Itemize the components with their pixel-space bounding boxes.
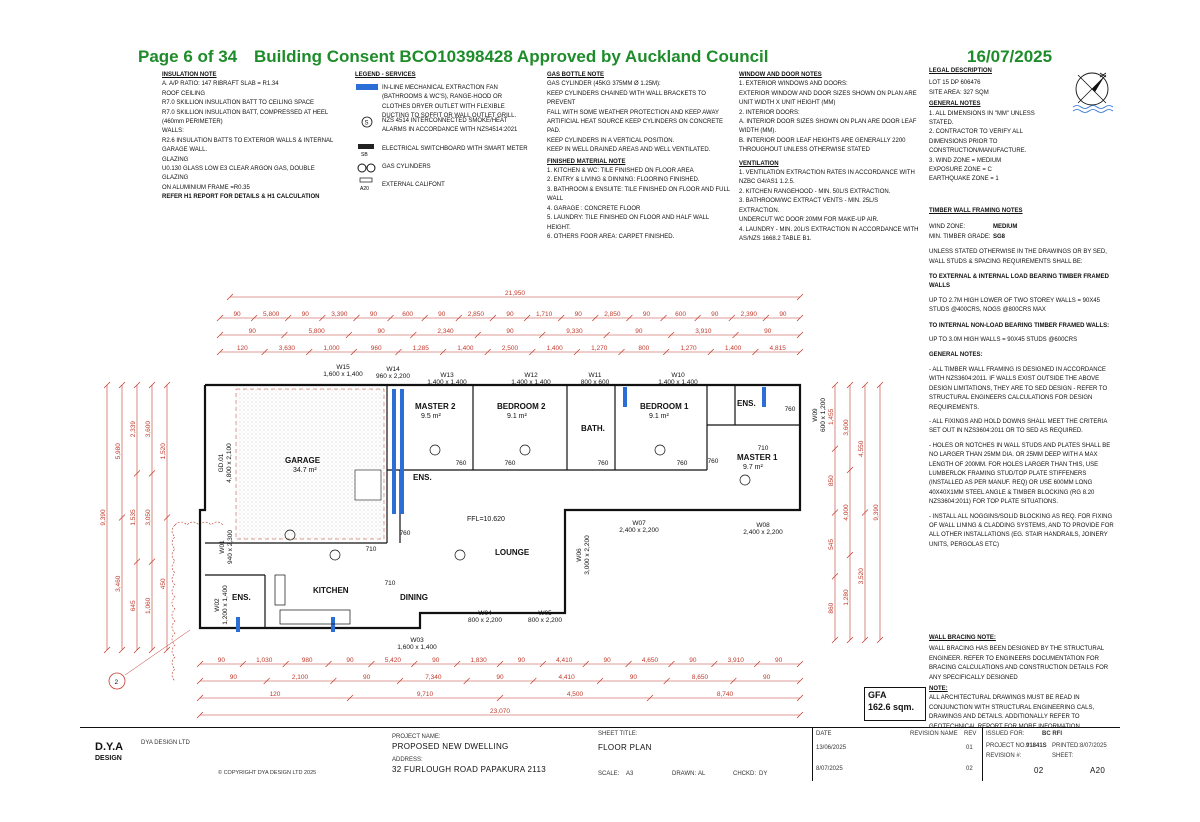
room-ensuite-3: ENS.	[232, 593, 251, 602]
dimension-bottom: 90	[432, 657, 440, 664]
dimension-top: 90	[635, 328, 643, 335]
gas-bottle-note: GAS BOTTLE NOTE GAS CYLINDER (45KG 375MM Ø 1.25M): KEEP CYLINDERS CHAINED WITH WALL BRACKETS TO PREVENT FALL WITH SOME WEATHER PROTECTION AND KEEP AWAY ARTIFICIAL HEAT SOURCE KEEP CYLINDERS ON CONCRETE PAD. KEEP CYLINDERS IN A VERTICAL POSITION. KEEP IN WELL DRAINED AREAS AND WELL VENTILATED. FINISHED MATERIAL NOTE 1. KITCHEN & WC: TILE FINISHED ON FLOOR AREA 2. ENTRY & LIVING & DINNING: FLOORING FINISHED. 3. BATHROOM & ENSUITE: TILE FINISHED ON FLOOR AND FULL WALL 4. GARAGE : CONCRETE FLOOR 5. LAUNDRY: TILE FINISHED ON FLOOR AND HALF WALL HEIGHT. 6. OTHERS FOOR AREA: CARPET FINISHED.	[547, 71, 732, 242]
dimension-top: 90	[506, 328, 514, 335]
insulation-title: INSULATION NOTE	[162, 72, 217, 78]
dimension-left: 645	[130, 600, 137, 612]
drawn-by: AL	[698, 771, 706, 777]
door-size: 760	[676, 460, 688, 467]
dimension-top: 90	[574, 311, 582, 318]
legend-services	[355, 71, 535, 80]
ventilation-title: VENTILATION	[739, 160, 779, 167]
dimension-top: 9,330	[566, 328, 583, 335]
gas-note-line: ARTIFICIAL HEAT SOURCE KEEP CYLINDERS ON CONCRETE PAD.	[547, 119, 724, 135]
dimension-left: 1,520	[160, 443, 167, 460]
dimension-right: 4,550	[858, 440, 865, 457]
dimension-bottom: 9,710	[416, 691, 434, 698]
dimension-top: 90	[377, 328, 385, 335]
window-note-line: UNIT WIDTH X UNIT HEIGHT (MM)	[739, 100, 836, 107]
dimension-bottom: 90	[517, 657, 526, 664]
door-size: 760	[399, 530, 411, 537]
window-size: 3,000 x 2,200	[584, 535, 591, 575]
door-size: 710	[757, 445, 769, 452]
legal-description: LEGAL DESCRIPTION LOT 15 DP 606476 SITE AREA: 327 SQM GENERAL NOTES 1. ALL DIMENSIONS IN "MM" UNLESS STATED. 2. CONTRACTOR TO VERIFY ALL DIMENSIONS PRIOR TO CONSTRUCTION/MANUFACTURE. 3. WIND ZONE = MEDIUM EXPOSURE ZONE = C EARTHQUAKE ZONE = 1	[929, 67, 1059, 185]
kitchen-bench	[280, 610, 350, 624]
dimension-bottom: 1,830	[470, 657, 487, 664]
dimension-bottom: 4,410	[558, 674, 575, 681]
project-name: PROPOSED NEW DWELLING	[392, 742, 509, 751]
window-tag: W02	[214, 598, 221, 612]
window-size: 1,600 x 1,400	[323, 371, 363, 378]
insulation-line: GLAZING	[162, 156, 189, 163]
room-bath: BATH.	[581, 424, 605, 433]
ventilation-line: 1. VENTILATION EXTRACTION RATES IN ACCORDANCE WITH	[739, 170, 915, 177]
window-tag: W03	[410, 637, 424, 644]
legend-item-gas: GAS CYLINDERS	[382, 164, 431, 170]
finished-material-line: 1. KITCHEN & WC: TILE FINISHED ON FLOOR AREA	[547, 168, 694, 175]
printed-date: 8/07/2025	[1080, 743, 1107, 749]
firm-logo: D.Y.A	[95, 741, 124, 753]
window-note-line: 1. EXTERIOR WINDOWS AND DOORS:	[739, 81, 848, 88]
dimension-right: 1,455	[828, 408, 835, 426]
copyright: © COPYRIGHT DYA DESIGN LTD 2025	[218, 770, 317, 776]
dimension-top: 800	[638, 345, 650, 352]
gfa-label: GFA	[868, 690, 887, 700]
window-size: 1,400 x 1,400	[658, 379, 698, 386]
room-bedroom-2-area: 9.1 m²	[507, 413, 527, 420]
dimension-left: 2,339	[130, 421, 137, 438]
dimension-top: 1,400	[457, 345, 474, 352]
dimension-bottom: 3,910	[727, 657, 744, 664]
dimension-bottom: 90	[763, 674, 771, 681]
general-note-line: 1. ALL DIMENSIONS IN "MM" UNLESS STATED.	[929, 110, 1035, 127]
insulation-lines	[162, 80, 342, 193]
insulation-line: ON ALUMINIUM FRAME =R0.35	[162, 184, 250, 191]
ventilation-line: 3. BATHROOM/WC EXTRACT VENTS - MIN. 25L/S EXTRACTION.	[739, 198, 879, 214]
dimension-right: 860	[828, 602, 835, 614]
dimension-bottom: 120	[269, 691, 281, 698]
dimension-top: 90	[711, 311, 719, 318]
dimension-top: 90	[779, 311, 787, 318]
finished-material-line: 2. ENTRY & LIVING & DINNING: FLOORING FINISHED.	[547, 177, 700, 184]
dimension-top: 600	[675, 311, 687, 318]
finished-material-line: 6. OTHERS FOOR AREA: CARPET FINISHED.	[547, 233, 675, 240]
insulation-line: (460mm PERIMETER)	[162, 119, 223, 126]
dimension-left: 3,460	[115, 575, 122, 592]
revision-date: 8/07/2025	[816, 766, 843, 772]
dimension-bottom: 980	[301, 657, 313, 664]
insulation-line: U0.130 GLASS LOW E3 CLEAR ARGON GAS, DOUBLE GLAZING	[162, 166, 315, 182]
window-tag: W06	[576, 548, 583, 562]
window-note-line: B. INTERIOR DOOR LEAF HEIGHTS ARE GENERALLY 2200	[739, 137, 906, 144]
dimension-top: 90	[233, 311, 241, 318]
insulation-line: R2.6 INSULATION BATTS TO EXTERIOR WALLS & INTERNAL	[162, 137, 334, 144]
finished-material-line: 5. LAUNDRY: TILE FINISHED ON FLOOR AND HALF WALL HEIGHT.	[547, 215, 710, 231]
door-size: 760	[707, 458, 719, 465]
room-master-2: MASTER 2	[415, 402, 456, 411]
dimension-top: 2,340	[437, 328, 454, 335]
legend-item-smoke: NZS 4514 INTERCONNECTED SMOKE/HEAT ALARMS IN ACCORDANCE WITH NZS4514:2021	[382, 118, 518, 134]
room-master-1: MASTER 1	[737, 453, 778, 462]
dimension-bottom: 4,410	[556, 657, 573, 664]
window-tag: W13	[440, 372, 454, 379]
ventilation-line: 4. LAUNDRY - MIN. 20L/S EXTRACTION IN ACCORDANCE WITH	[739, 226, 919, 233]
room-ensuite-2: ENS.	[413, 473, 432, 482]
extraction-fan-icon	[356, 84, 378, 90]
califont-icon	[360, 178, 372, 182]
window-size: 940 x 2,300	[227, 530, 234, 564]
dimension-top: 90	[248, 328, 256, 335]
insulation-line: R7.0 SKILLION INSULATION BATT TO CEILING SPACE	[162, 100, 315, 107]
dimension-top: 2,850	[604, 311, 621, 318]
wall-bracing-note: WALL BRACING NOTE: WALL BRACING HAS BEEN DESIGNED BY THE STRUCTURAL ENGINEER. REFER TO ENGINEERS DOCUMENTATION FOR BRACING CALCULATIONS AND CONSTRUCTION DETAILS FOR ANY SPECIFICALLY DESIGNED NOTE: ALL ARCHITECTURAL DRAWINGS MUST BE READ IN CONJUNCTION WITH STRUCTURAL ENGINEERING CALS, DRAWINGS AND DETAILS. ADDITIONALLY REFER TO GEOTECHNICAL REPORT FOR MORE INFORMATION.	[929, 635, 1109, 730]
dimension-bottom: 5,420	[384, 657, 401, 664]
window-tag: W09	[812, 408, 819, 422]
dimension-top: 90	[301, 311, 309, 318]
finished-material-line: 3. BATHROOM & ENSUITE: TILE FINISHED ON FLOOR AND FULL WALL	[547, 186, 730, 203]
gas-note-line: KEEP CYLINDERS IN A VERTICAL POSITION.	[547, 137, 675, 144]
general-note-line: EXPOSURE ZONE = C	[929, 167, 992, 174]
insulation-line: A. A/P RATIO: 147 RIBRAFT SLAB = R1.34	[162, 81, 279, 88]
legend-item-switchboard: ELECTRICAL SWITCHBOARD WITH SMART METER	[382, 146, 528, 152]
scale-value: A3	[626, 771, 634, 777]
dimension-right: 9,390	[873, 504, 880, 521]
dimension-top: 90	[764, 328, 772, 335]
consent-date: 16/07/2025	[967, 47, 1053, 66]
dimension-top: 1,285	[412, 345, 429, 352]
dimension-overall-top: 21,950	[505, 290, 525, 297]
dimension-bottom: 1,030	[256, 657, 273, 664]
dimension-top: 4,815	[769, 345, 786, 352]
finished-material-title: FINISHED MATERIAL NOTE	[547, 158, 626, 165]
finished-material-lines	[547, 167, 732, 242]
dimension-bottom: 90	[603, 657, 611, 664]
window-size: 2,400 x 2,200	[619, 527, 659, 534]
ffl-level: FFL=10.620	[467, 516, 505, 523]
dimension-top: 2,500	[501, 345, 519, 352]
window-tag: W14	[386, 366, 400, 373]
fridge-space	[275, 575, 285, 605]
legal-line: LOT 15 DP 606476	[929, 80, 981, 87]
dimension-bottom: 8,650	[691, 674, 709, 681]
window-note-line: THROUGHOUT UNLESS OTHERWISE STATED	[739, 147, 870, 154]
sheet-number: A20	[1090, 766, 1106, 775]
dimension-top: 90	[438, 311, 446, 318]
sheet-title: FLOOR PLAN	[598, 743, 652, 752]
room-ensuite-1: ENS.	[737, 399, 756, 408]
room-garage-area: 34.7 m²	[293, 467, 317, 474]
dimension-left: 1,535	[130, 509, 137, 526]
general-note-line: EARTHQUAKE ZONE = 1	[929, 176, 999, 183]
window-note-line: WIDTH (MM).	[739, 128, 776, 135]
timber-framing-notes: TIMBER WALL FRAMING NOTES WIND ZONE: MEDIUM MIN. TIMBER GRADE: SG8 UNLESS STATED OTHERWISE IN THE DRAWINGS OR BY SED, WALL STUDS & SPACING REQUIREMENTS SHALL BE: TO EXTERNAL & INTERNAL LOAD BEARING TIMBER FRAMED WALLS UP TO 2.7M HIGH LOWER OF TWO STOREY WALLS = 90X45 STUDS @400CRS, NOGS @800CRS MAX TO INTERNAL NON-LOAD BEARING TIMBER FRAMED WALLS: UP TO 3.0M HIGH WALLS = 90X45 STUDS @600CRS GENERAL NOTES: - ALL TIMBER WALL FRAMING IS DESIGNED IN ACCORDANCE WITH NZS3604:2011. IF WALLS EXIST OUTSIDE THE ABOVE DESIGN LIMITATIONS, THEY ARE TO SED DESIGN - REFER TO STRUCTURAL ENGINEERS CALCULATIONS FOR DESIGN REQUIREMENTS. - ALL FIXINGS AND HOLD DOWNS SHALL MEET THE CRITERIA SET OUT IN NZS3604:2011 OR TO SED AS REQUIRED. - HOLES OR NOTCHES IN WALL STUDS AND PLATES SHALL BE NO LARGER THAN 25MM DIA. OR 25MM DEEP WITH A MAX LENGTH OF 200MM. FOR HOLES LARGER THAN THIS, USE LUMBERLOK FRAMING STUD/TOP PLATE STIFFENERS (INSTALLED AS PER MANUF. REQ) OR USE 600MM LONG 40X40X1MM STEEL ANGLE & TIMBER BLOCKING (RG 8.20 NZS3604:2011) FOR TOP PLATE SITUATIONS. - INSTALL ALL NOGGINS/SOLID BLOCKING AS REQ. FOR FIXING OF WALL LINING & CLADDING SYSTEMS, AND TO PROVIDE FOR ALL OTHER INSTALLATIONS (EG. STAIR HANDRAILS, JOINERY UNITS, PERGOLAS ETC)	[929, 208, 1114, 548]
insulation-line: GARAGE WALL.	[162, 147, 208, 154]
project-number: 91841S	[1026, 743, 1047, 749]
drawing-sheet: Page 6 of 34 Building Consent BCO10398428 Approved by Auckland Council 16/07/2025 INSULATION NOTE A. A/P RATIO: 147 RIBRAFT SLAB = R1.34 ROOF CEILING R7.0 SKILLION INSULATION BATT TO CEILING SPACE R7.0 SKILLION INSULATION BATT, COMPRESSED AT HEEL (460mm PERIMETER) WALLS: R2.6 INSULATION BATTS TO EXTERIOR WALLS & INTERNAL GARAGE WALL. GLAZING U0.130 GLASS LOW E3 CLEAR ARGON GAS, DOUBLE GLAZING ON ALUMINIUM FRAME =R0.35 REFER H1 REPORT FOR DETAILS & H1 CALCULATION LEGEND - SERVICES S SB A20 IN-LINE MECHANICAL EXTRACTION FAN (BATHROOMS & WC'S), RANGE-HOOD OR CLOTHES DRYER OUTLET WITH FLEXIBLE DUCTING TO SOFFIT OR WALL OUTLET GRILL. NZS 4514 INTERCONNECTED SMOKE/HEAT ALARMS IN ACCORDANCE WITH NZS4514:2021 ELECTRICAL SWITCHBOARD WITH SMART METER GAS CYLINDERS EXTERNAL CALIFONT GAS BOTTLE NOTE GAS CYLINDER (45KG 375MM Ø 1.25M): KEEP CYLINDERS CHAINED WITH WALL BRACKETS TO PREVENT FALL WITH SOME WEATHER PROTECTION AND KEEP AWAY ARTIFICIAL HEAT SOURCE KEEP CYLINDERS ON CONCRETE PAD. KEEP CYLINDERS IN A VERTICAL POSITION. KEEP IN WELL DRAINED AREAS AND WELL VENTILATED. FINISHED MATERIAL NOTE 1. KITCHEN & WC: TILE FINISHED ON FLOOR AREA 2. ENTRY & LIVING & DINNING: FLOORING FINISHED. 3. BATHROOM & ENSUITE: TILE FINISHED ON FLOOR AND FULL WALL 4. GARAGE : CONCRETE FLOOR 5. LAUNDRY: TILE FINISHED ON FLOOR AND HALF WALL HEIGHT. 6. OTHERS FOOR AREA: CARPET FINISHED. WINDOW AND DOOR NOTES 1. EXTERIOR WINDOWS AND DOORS: EXTERIOR WINDOW AND DOOR SIZES SHOWN ON PLAN ARE UNIT WIDTH X UNIT HEIGHT (MM) 2. INTERIOR DOORS: A. INTERIOR DOOR SIZES SHOWN ON PLAN ARE DOOR LEAF WIDTH (MM). B. INTERIOR DOOR LEAF HEIGHTS ARE GENERALLY 2200 THROUGHOUT UNLESS OTHERWISE STATED VENTILATION 1. VENTILATION EXTRACTION RATES IN ACCORDANCE WITH NZBC G4/AS1 1.2.5. 2. KITCHEN RANGEHOOD - MIN. 50L/S EXTRACTION. 3. BATHROOM/WC EXTRACT VENTS - MIN. 25L/S EXTRACTION. UNDERCUT WC DOOR 20MM FOR MAKE-UP AIR. 4. LAUNDRY - MIN. 20L/S EXTRACTION IN ACCORDANCE WITH AS/NZS 1668.2 TABLE B1. LEGAL DESCRIPTION LOT 15 DP 606476 SITE AREA: 327 SQM GENERAL NOTES 1. ALL DIMENSIONS IN "MM" UNLESS STATED. 2. CONTRACTOR TO VERIFY ALL DIMENSIONS PRIOR TO CONSTRUCTION/MANUFACTURE. 3. WIND ZONE = MEDIUM EXPOSURE ZONE = C EARTHQUAKE ZONE = 1 TIMBER WALL FRAMING NOTES WIND ZONE: MEDIUM MIN. TIMBER GRADE: SG8 UNLESS STATED OTHERWISE IN THE DRAWINGS OR BY SED, WALL STUDS & SPACING REQUIREMENTS SHALL BE: TO EXTERNAL & INTERNAL LOAD BEARING TIMBER FRAMED WALLS UP TO 2.7M HIGH LOWER OF TWO STOREY WALLS = 90X45 STUDS @400CRS, NOGS @800CRS MAX TO INTERNAL NON-LOAD BEARING TIMBER FRAMED WALLS: UP TO 3.0M HIGH WALLS = 90X45 STUDS @600CRS GENERAL NOTES: - ALL TIMBER WALL FRAMING IS DESIGNED IN ACCORDANCE WITH NZS3604:2011. IF WALLS EXIST OUTSIDE THE ABOVE DESIGN LIMITATIONS, THEY ARE TO SED DESIGN - REFER TO STRUCTURAL ENGINEERS CALCULATIONS FOR DESIGN REQUIREMENTS. - ALL FIXINGS AND HOLD DOWNS SHALL MEET THE CRITERIA SET OUT IN NZS3604:2011 OR TO SED AS REQUIRED. - HOLES OR NOTCHES IN WALL STUDS AND PLATES SHALL BE NO LARGER THAN 25MM DIA. OR 25MM DEEP WITH A MAX LENGTH OF 200MM. FOR HOLES LARGER THAN THIS, USE LUMBERLOK FRAMING STUD/TOP PLATE STIFFENERS (INSTALLED AS PER MANUF. REQ) OR USE 600MM LONG 40X40X1MM STEEL ANGLE & TIMBER BLOCKING (RG 8.20 NZS3604:2011) FOR TOP PLATE SITUATIONS. - INSTALL ALL NOGGINS/SOLID BLOCKING AS REQ. FOR FIXING OF WALL LINING & CLADDING SYSTEMS, AND TO PROVIDE FOR ALL OTHER INSTALLATIONS (EG. STAIR HANDRAILS, JOINERY UNITS, PERGOLAS ETC) WALL BRACING NOTE: WALL BRACING HAS BEEN DESIGNED BY THE STRUCTURAL ENGINEER. REFER TO ENGINEERS DOCUMENTATION FOR BRACING CALCULATIONS AND CONSTRUCTION DETAILS FOR ANY SPECIFICALLY DESIGNED NOTE: ALL ARCHITECTURAL DRAWINGS MUST BE READ IN CONJUNCTION WITH STRUCTURAL ENGINEERING CALS, DRAWINGS AND DETAILS. ADDITIONALLY REFER TO GEOTECHNICAL REPORT FOR MORE INFORMATION. GFA 162.6 sqm. 21,950 90 5,800 90 3,390 90 600 90 2,850 90 1,710 90 2,850 90 600 90 2,390 90 90 5,800 90 2,340 90 9,330 90 3,910 90 120 3,630 1,000 960 1,285 1,400 2,500 1,400 1,270 800 1,270 1,400 4,815 90 1,030 980 90 5,420 90 1,830 90 4,410 90 4,650 90 3,910 90 90 2,100 90 7,340 90 4,410 90 8,650 90 120 9,710 4,500 8,740 23,070 9,390 5,980 3,460 2,339 1,535 645 3,600 3,050 1,060 1,520 450 9,390 4,550 3,520 3,600 4,000 1,280 1,455 850 545 860 GARAGE 34.7 m² MASTER 2 9.5 m² BEDROOM 2 9.1 m² BATH. BEDROOM 1 9.1 m² ENS. MASTER 1 9.7 m² LOUNGE KITCHEN DINING ENS. ENS. FFL=10.620 W15 1,600 x 1,400 W14 960 x 2,200 W13 1,400 x 1,400 W12 1,400 x 1,400 W11 800 x 600 W10 1,400 x 1,400 W09 600 x 1,200 W08 2,400 x 2,200 W07 2,400 x 2,200 W06 3,000 x 2,200 W05 800 x 2,200 W04 800 x 2,200 W03 1,600 x 1,400 W02 1,200 x 1,400 W01 940 x 2,300 GD.01 4,800 x 2,100 760 760 760 760 760 760 710 710 760 710 2 D.Y.A DESIGN DYA DESIGN LTD © COPYRIGHT DYA DESIGN LTD 2025 PROJECT NAME: PROPOSED NEW DWELLING ADDRESS: 32 FURLOUGH ROAD PAPAKURA 2113 SHEET TITLE: FLOOR PLAN SCALE: A3 DRAWN: AL CHCKD: DY DATE REVISION NAME REV 13/06/2025 01 8/07/2025 02 ISSUED FOR: BC RFI PROJECT NO.: 91841S PRINTED: 8/07/2025 REVISION #: SHEET: 02 A20	[0, 0, 1200, 822]
firm-name: DYA DESIGN LTD	[141, 740, 190, 746]
svg-text:S: S	[364, 120, 369, 127]
room-bedroom-1-area: 9.1 m²	[649, 413, 669, 420]
general-note-line: 2. CONTRACTOR TO VERIFY ALL DIMENSIONS PRIOR TO	[929, 129, 1023, 145]
north-point-icon	[1070, 67, 1122, 117]
dimension-left: 450	[160, 578, 167, 590]
dimension-top: 1,270	[591, 345, 608, 352]
window-tag: W10	[671, 372, 685, 379]
insulation-line: ROOF CEILING	[162, 90, 206, 97]
window-tag: W15	[336, 364, 350, 371]
finished-material-line: 4. GARAGE : CONCRETE FLOOR	[547, 205, 641, 212]
window-note-line: 2. INTERIOR DOORS:	[739, 109, 800, 116]
dimension-right: 3,600	[843, 419, 850, 436]
door-size: 710	[384, 580, 396, 587]
dimension-left: 5,980	[115, 443, 122, 460]
gas-note-line: FALL WITH SOME WEATHER PROTECTION AND KEEP AWAY	[547, 109, 720, 116]
legend-item-fan: IN-LINE MECHANICAL EXTRACTION FAN (BATHROOMS & WC'S), RANGE-HOOD OR CLOTHES DRYER OUTLET WITH FLEXIBLE DUCTING TO SOFFIT OR WALL OUTLET GRILL.	[382, 85, 517, 120]
dimension-top: 960	[370, 345, 382, 352]
window-note-line: EXTERIOR WINDOW AND DOOR SIZES SHOWN ON PLAN ARE	[739, 90, 917, 97]
consent-title: Building Consent BCO10398428 Approved by Auckland Council	[254, 47, 769, 66]
window-note-line: A. INTERIOR DOOR SIZES SHOWN ON PLAN ARE DOOR LEAF	[739, 119, 917, 126]
dimension-bottom: 90	[229, 674, 237, 681]
ventilation-line: UNDERCUT WC DOOR 20MM FOR MAKE-UP AIR.	[739, 217, 879, 224]
dimension-right: 850	[828, 475, 835, 487]
dimension-bottom: 90	[629, 674, 637, 681]
dimension-top: 3,390	[331, 311, 348, 318]
window-size: 600 x 1,200	[820, 398, 827, 432]
window-tag: W05	[538, 610, 552, 617]
checked-by: DY	[759, 771, 768, 777]
dimension-top: 3,910	[695, 328, 712, 335]
dimension-top: 2,850	[467, 311, 485, 318]
svg-text:A20: A20	[360, 186, 369, 192]
dimension-left: 9,390	[100, 509, 107, 526]
ventilation-line: 2. KITCHEN RANGEHOOD - MIN. 50L/S EXTRACTION.	[739, 188, 891, 195]
window-size: 1,400 x 1,400	[511, 379, 551, 386]
switchboard-icon	[358, 144, 374, 149]
dimension-top: 1,270	[680, 345, 697, 352]
dimension-bottom: 2,100	[291, 674, 309, 681]
dimension-top: 1,400	[546, 345, 563, 352]
dimension-bottom: 90	[346, 657, 354, 664]
room-garage: GARAGE	[285, 456, 321, 465]
floor-plan	[95, 285, 925, 725]
ventilation-line: NZBC G4/AS1 1.2.5.	[739, 179, 795, 186]
dimension-top: 600	[402, 311, 414, 318]
door-size: 760	[455, 460, 467, 467]
room-kitchen: KITCHEN	[313, 586, 349, 595]
door-size: 710	[365, 546, 377, 553]
dimension-top: 2,390	[740, 311, 757, 318]
window-size: 1,400 x 1,400	[427, 379, 467, 386]
window-tag: W11	[588, 372, 602, 379]
window-tag: W01	[219, 540, 226, 554]
gas-cylinder-icon	[358, 164, 366, 172]
legend-symbols	[355, 82, 381, 192]
project-address: 32 FURLOUGH ROAD PAPAKURA 2113	[392, 765, 546, 774]
dimension-top: 90	[642, 311, 651, 318]
gas-note-line: KEEP CYLINDERS CHAINED WITH WALL BRACKETS TO PREVENT	[547, 90, 706, 107]
window-size: 800 x 2,200	[528, 617, 562, 624]
dimension-bottom: 90	[363, 674, 371, 681]
revision-number: 01	[966, 745, 973, 751]
door-size: 760	[597, 460, 609, 467]
room-master-2-area: 9.5 m²	[421, 413, 441, 420]
dimension-left: 1,060	[145, 597, 152, 614]
dimension-bottom: 90	[496, 674, 504, 681]
dimension-top: 3,630	[278, 345, 296, 352]
window-tag: W08	[756, 522, 770, 529]
revision-number: 02	[966, 766, 973, 772]
legal-line: SITE AREA: 327 SQM	[929, 89, 989, 96]
room-bedroom-2: BEDROOM 2	[497, 402, 546, 411]
ventilation-lines	[739, 169, 919, 244]
window-size: 4,800 x 2,100	[226, 443, 233, 483]
dimension-bottom: 90	[217, 657, 226, 664]
gfa-value: 162.6 sqm.	[868, 702, 915, 712]
room-bedroom-1: BEDROOM 1	[640, 402, 689, 411]
window-size: 2,400 x 2,200	[743, 529, 783, 536]
insulation-footer: REFER H1 REPORT FOR DETAILS & H1 CALCULATION	[162, 194, 320, 201]
room-dining: DINING	[400, 593, 428, 602]
svg-text:2: 2	[114, 679, 119, 686]
room-lounge: LOUNGE	[495, 548, 530, 557]
door-size: 760	[504, 460, 516, 467]
window-door-note: WINDOW AND DOOR NOTES 1. EXTERIOR WINDOWS AND DOORS: EXTERIOR WINDOW AND DOOR SIZES SHOWN ON PLAN ARE UNIT WIDTH X UNIT HEIGHT (MM) 2. INTERIOR DOORS: A. INTERIOR DOOR SIZES SHOWN ON PLAN ARE DOOR LEAF WIDTH (MM). B. INTERIOR DOOR LEAF HEIGHTS ARE GENERALLY 2200 THROUGHOUT UNLESS OTHERWISE STATED VENTILATION 1. VENTILATION EXTRACTION RATES IN ACCORDANCE WITH NZBC G4/AS1 1.2.5. 2. KITCHEN RANGEHOOD - MIN. 50L/S EXTRACTION. 3. BATHROOM/WC EXTRACT VENTS - MIN. 25L/S EXTRACTION. UNDERCUT WC DOOR 20MM FOR MAKE-UP AIR. 4. LAUNDRY - MIN. 20L/S EXTRACTION IN ACCORDANCE WITH AS/NZS 1668.2 TABLE B1.	[739, 71, 919, 244]
dimension-top: 5,800	[263, 311, 280, 318]
window-tag: W04	[478, 610, 492, 617]
window-size: 1,200 x 1,400	[222, 585, 229, 625]
legend-title: LEGEND - SERVICES	[355, 72, 416, 78]
dimension-right: 545	[828, 538, 835, 550]
dimension-top: 1,710	[535, 311, 553, 318]
dimension-bottom: 90	[774, 657, 783, 664]
svg-text:SB: SB	[361, 152, 368, 158]
dimension-left: 3,600	[145, 421, 152, 438]
general-note-line: CONSTRUCTION/MANUFACTURE.	[929, 148, 1027, 155]
insulation-line: WALLS:	[162, 128, 184, 135]
page-number: Page 6 of 34	[138, 47, 238, 66]
dimension-right: 1,280	[843, 589, 850, 606]
ventilation-line: AS/NZS 1668.2 TABLE B1.	[739, 235, 812, 242]
door-size: 760	[784, 406, 796, 413]
gas-note-line: GAS CYLINDER (45KG 375MM Ø 1.25M):	[547, 81, 661, 88]
window-size: 960 x 2,200	[376, 373, 410, 380]
dimension-overall-bottom: 23,070	[490, 708, 510, 715]
laundry-tub	[355, 470, 381, 500]
dimension-right: 3,520	[858, 568, 865, 585]
dimension-top: 90	[369, 311, 378, 318]
gas-cylinder-icon	[367, 164, 375, 172]
dimension-top: 120	[236, 345, 248, 352]
legend-item-califont: EXTERNAL CALIFONT	[382, 182, 445, 188]
gas-note-line: KEEP IN WELL DRAINED AREAS AND WELL VENTILATED.	[547, 147, 711, 154]
window-size: 800 x 600	[580, 379, 610, 386]
dimension-top: 90	[506, 311, 514, 318]
dimension-left: 3,050	[145, 509, 152, 526]
dimension-top: 1,400	[724, 345, 742, 352]
window-size: 800 x 2,200	[468, 617, 502, 624]
dimension-right: 4,000	[843, 504, 850, 521]
dimension-bottom: 8,740	[716, 691, 734, 698]
dimension-top: 1,000	[323, 345, 340, 352]
room-master-1-area: 9.7 m²	[743, 464, 763, 471]
insulation-line: R7.0 SKILLION INSULATION BATT, COMPRESSED AT HEEL	[162, 109, 329, 116]
window-size: 1,600 x 1,400	[397, 644, 437, 651]
window-tag: W07	[632, 520, 646, 527]
dimension-top: 5,800	[308, 328, 325, 335]
dimension-bottom: 7,340	[425, 674, 442, 681]
window-tag: GD.01	[218, 453, 225, 473]
insulation-note	[162, 71, 342, 203]
general-note-line: 3. WIND ZONE = MEDIUM	[929, 157, 1002, 164]
dimension-bottom: 4,500	[566, 691, 584, 698]
window-tag: W12	[524, 372, 538, 379]
dimension-bottom: 90	[689, 657, 697, 664]
revision-date: 13/06/2025	[816, 745, 847, 751]
dimension-bottom: 4,650	[641, 657, 659, 664]
revision-value: 02	[1034, 766, 1044, 775]
issued-for: BC RFI	[1042, 731, 1062, 737]
